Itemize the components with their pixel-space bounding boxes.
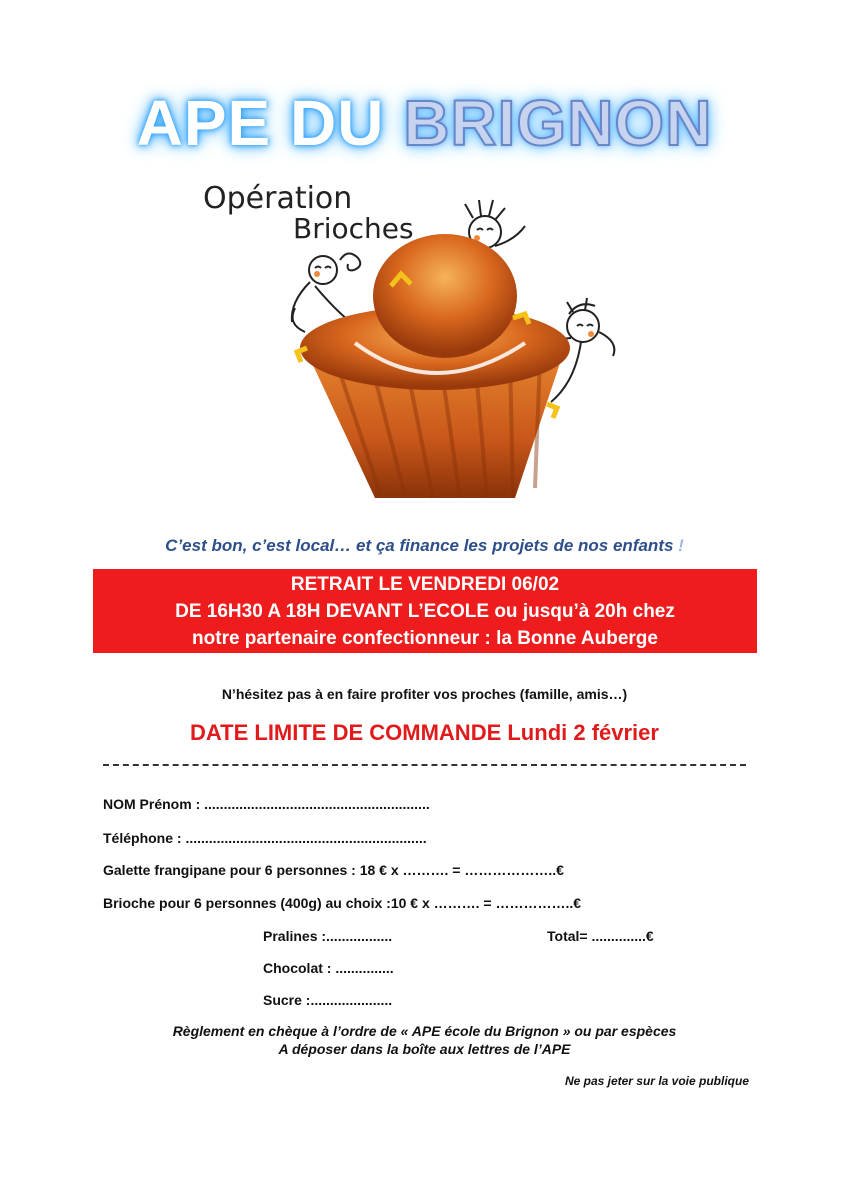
phone-field: Téléphone : .............................................................. bbox=[103, 830, 427, 846]
share-note: N’hésitez pas à en faire profiter vos proches (famille, amis…) bbox=[221, 686, 628, 702]
galette-order-line: Galette frangipane pour 6 personnes : 18 € x ………. = ………………..€ bbox=[103, 862, 564, 878]
total-field: Total= ..............€ bbox=[547, 928, 654, 944]
title-part-1: APE DU bbox=[136, 87, 404, 159]
logo-line-1: Opération bbox=[203, 181, 353, 216]
chocolat-choice: Chocolat : ............... bbox=[263, 960, 394, 976]
payment-line-1: Règlement en chèque à l’ordre de « APE école du Brignon » ou par espèces bbox=[172, 1023, 677, 1039]
cut-line-divider bbox=[103, 764, 746, 766]
tagline bbox=[0, 536, 849, 556]
sucre-choice: Sucre :..................... bbox=[263, 992, 393, 1008]
order-deadline: DATE LIMITE DE COMMANDE Lundi 2 février bbox=[190, 720, 659, 745]
logo-line-2: Brioches bbox=[293, 212, 414, 245]
page-title bbox=[0, 86, 849, 160]
banner-line-1: RETRAIT LE VENDREDI 06/02 bbox=[290, 574, 560, 595]
banner-line-3: notre partenaire confectionneur : la Bonne Auberge bbox=[192, 628, 658, 649]
tagline-bang: ! bbox=[678, 536, 684, 555]
brioche-illustration bbox=[195, 168, 655, 513]
pralines-choice: Pralines :................. bbox=[263, 928, 393, 944]
footer-note: Ne pas jeter sur la voie publique bbox=[564, 1074, 749, 1088]
title-part-2: BRIGNON bbox=[403, 87, 713, 159]
banner-line-2: DE 16H30 A 18H DEVANT L’ECOLE ou jusqu’à 20h chez bbox=[175, 601, 675, 622]
brioche-icon bbox=[297, 234, 570, 498]
name-field: NOM Prénom : .......................................................... bbox=[103, 796, 430, 812]
pickup-banner bbox=[93, 569, 757, 653]
brioche-order-line: Brioche pour 6 personnes (400g) au choix :10 € x ………. = ……………..€ bbox=[103, 895, 582, 911]
tagline-text: C’est bon, c’est local… et ça finance les projets de nos enfants bbox=[165, 536, 679, 555]
payment-line-2: A déposer dans la boîte aux lettres de l’APE bbox=[278, 1041, 571, 1057]
payment-instructions bbox=[0, 1022, 849, 1058]
